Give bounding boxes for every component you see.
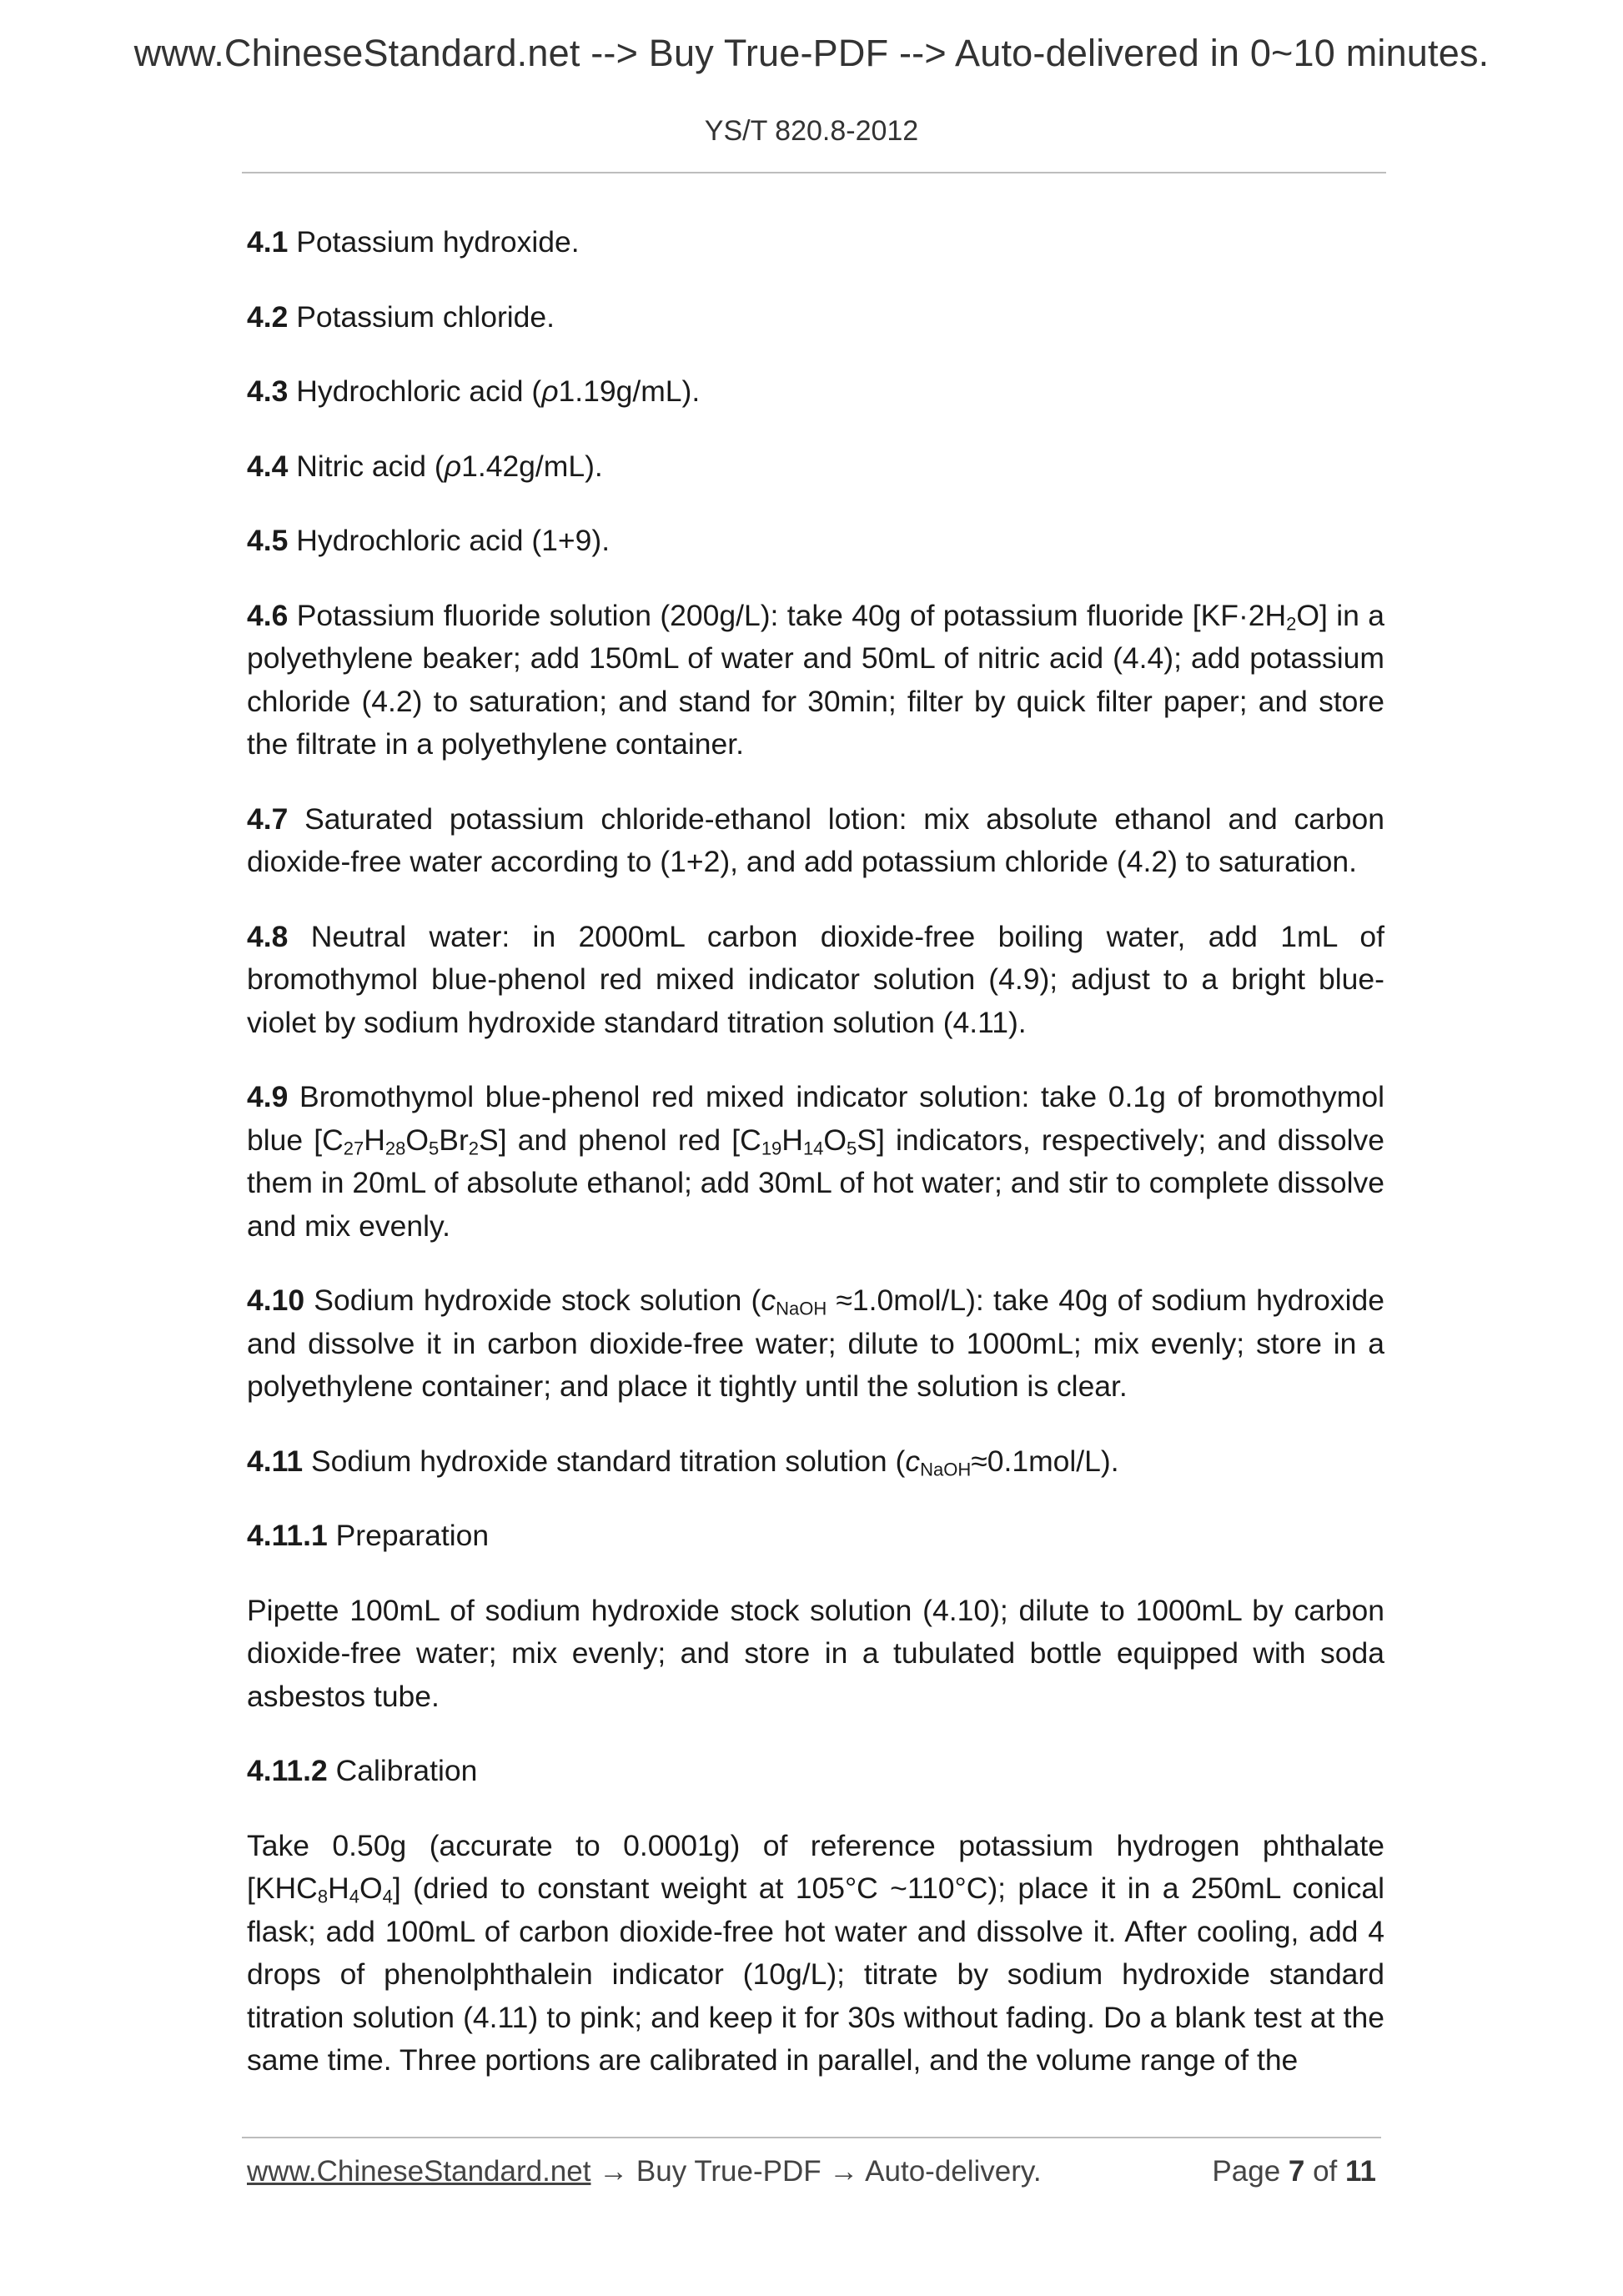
subscript: 14	[802, 1138, 824, 1158]
section-text: Bromothymol blue-phenol red mixed indicator solution: take 0.1g of bromothymol blue [C	[247, 1080, 1384, 1157]
subscript: 28	[384, 1138, 406, 1158]
section-text: Potassium fluoride solution (200g/L): take 40g of potassium fluoride [KF·2H	[288, 598, 1287, 632]
section-number: 4.11	[247, 1444, 304, 1478]
rho-symbol: ρ	[541, 374, 559, 408]
section-4-10	[247, 1279, 1384, 1409]
section-number: 4.9	[247, 1080, 289, 1113]
section-text: Br	[439, 1123, 469, 1157]
section-text: H	[781, 1123, 803, 1157]
section-text: ] (dried to constant weight at 105°C ~110°C); place it in a 250mL conical flask; add 100mL of carbon dioxide-free hot water and dissolve it. After cooling, add 4 drops of phenolphthalein indicator (10g/L); titrate by sodium hydroxide standard titration solution (4.11) to pink; and keep it for 30s without fading. Do a blank test at the same time. Three portions are calibrated in parallel, and the volume range of the	[247, 1871, 1384, 2077]
section-text: Calibration	[327, 1754, 478, 1787]
section-number: 4.3	[247, 374, 289, 408]
subscript: 8	[317, 1886, 329, 1907]
footer-link[interactable]: www.ChineseStandard.net	[247, 2155, 591, 2188]
page-number: 7	[1288, 2155, 1305, 2188]
section-number: 4.10	[247, 1284, 305, 1317]
page-total: 11	[1345, 2155, 1376, 2188]
page-indicator	[1212, 2155, 1376, 2188]
subscript: 5	[847, 1138, 857, 1158]
footer-divider	[242, 2137, 1381, 2138]
section-text: Sodium hydroxide stock solution (	[304, 1284, 761, 1317]
section-text: Hydrochloric acid (1+9).	[288, 524, 611, 557]
section-text: H	[328, 1871, 349, 1905]
section-number: 4.7	[247, 801, 289, 836]
subscript: 2	[468, 1138, 480, 1158]
section-4-6	[247, 595, 1384, 766]
footer-tagline: → Buy True-PDF → Auto-delivery.	[590, 2155, 1042, 2188]
section-text: H	[364, 1123, 385, 1157]
section-text: ≈0.1mol/L).	[971, 1444, 1119, 1478]
standard-code: YS/T 820.8-2012	[704, 115, 919, 147]
section-4-8	[247, 916, 1384, 1045]
section-number: 4.11.2	[247, 1754, 328, 1787]
section-text: S] indicators, respectively; and dissolve them in 20mL of absolute ethanol; add 30mL of hot water; and stir to complete dissolve and mix evenly.	[247, 1123, 1385, 1243]
section-4-1	[247, 221, 1384, 264]
section-text: O	[405, 1123, 430, 1157]
subscript: NaOH	[776, 1298, 827, 1319]
section-number: 4.4	[247, 449, 289, 483]
subscript: 2	[1286, 613, 1297, 634]
document-body	[247, 221, 1384, 2114]
section-text: Neutral water: in 2000mL carbon dioxide-free boiling water, add 1mL of bromothymol blue-phenol red mixed indicator solution (4.9); adjust to a bright blue-violet by sodium hydroxide standard titration solution (4.11).	[247, 919, 1384, 1039]
section-number: 4.6	[247, 598, 289, 632]
subscript: 4	[382, 1886, 393, 1907]
section-text: Nitric acid (	[288, 449, 445, 483]
section-text: O	[359, 1871, 383, 1905]
page-label: Page	[1212, 2155, 1289, 2188]
header-divider	[242, 172, 1386, 173]
section-number: 4.11.1	[247, 1519, 328, 1552]
concentration-symbol: c	[905, 1444, 921, 1478]
section-number: 4.2	[247, 299, 289, 334]
section-text: Saturated potassium chloride-ethanol lotion: mix absolute ethanol and carbon dioxide-free water according to (1+2), and add potassium chloride (4.2) to saturation.	[247, 801, 1384, 878]
section-text: ≈1.0mol/L): take 40g of sodium hydroxide and dissolve it in carbon dioxide-free water; dilute to 1000mL; mix evenly; store in a polyethylene container; and place it tightly until the solution is clear.	[247, 1284, 1384, 1403]
section-text: 1.19g/mL).	[558, 374, 701, 408]
section-text: Sodium hydroxide standard titration solution (	[303, 1444, 906, 1478]
section-number: 4.5	[247, 524, 289, 557]
section-text: S] and phenol red [C	[479, 1123, 761, 1157]
section-number: 4.1	[247, 225, 289, 259]
section-4-2	[247, 296, 1384, 339]
section-number: 4.8	[247, 919, 289, 953]
top-banner[interactable]: www.ChineseStandard.net --> Buy True-PDF --> Auto-delivered in 0~10 minutes.	[133, 32, 1490, 74]
section-4-5	[247, 520, 1384, 563]
section-text: Potassium hydroxide.	[288, 225, 580, 259]
section-4-9	[247, 1076, 1384, 1248]
section-4-11-1	[247, 1515, 1384, 1558]
subscript: 19	[761, 1138, 782, 1158]
section-4-7	[247, 798, 1384, 884]
subscript: 5	[429, 1138, 440, 1158]
rho-symbol: ρ	[444, 449, 462, 483]
section-text: O	[823, 1123, 847, 1157]
page-of-label: of	[1304, 2155, 1345, 2188]
section-text: Hydrochloric acid (	[288, 374, 542, 408]
section-text: Pipette 100mL of sodium hydroxide stock solution (4.10); dilute to 1000mL by carbon dioxide-free water; mix evenly; and store in a tubulated bottle equipped with soda asbestos tube.	[247, 1593, 1384, 1713]
section-text: O] in a polyethylene beaker; add 150mL of water and 50mL of nitric acid (4.4); add potassium chloride (4.2) to saturation; and stand for 30min; filter by quick filter paper; and store the filtrate in a polyethylene container.	[247, 598, 1384, 761]
subscript: 4	[349, 1886, 359, 1907]
section-4-4	[247, 445, 1384, 489]
page-footer	[247, 2155, 1384, 2188]
section-text: 1.42g/mL).	[461, 449, 603, 483]
concentration-symbol: c	[761, 1284, 776, 1317]
section-4-11-2	[247, 1750, 1384, 1793]
preparation-paragraph	[247, 1590, 1384, 1719]
subscript: 27	[343, 1138, 364, 1158]
section-text: Take 0.50g (accurate to 0.0001g) of reference potassium hydrogen phthalate [KHC	[247, 1828, 1384, 1905]
calibration-paragraph	[247, 1825, 1384, 2082]
subscript: NaOH	[920, 1459, 972, 1480]
section-text: Potassium chloride.	[288, 299, 555, 334]
section-4-11	[247, 1440, 1384, 1484]
section-text: Preparation	[327, 1519, 490, 1552]
section-4-3	[247, 370, 1384, 414]
